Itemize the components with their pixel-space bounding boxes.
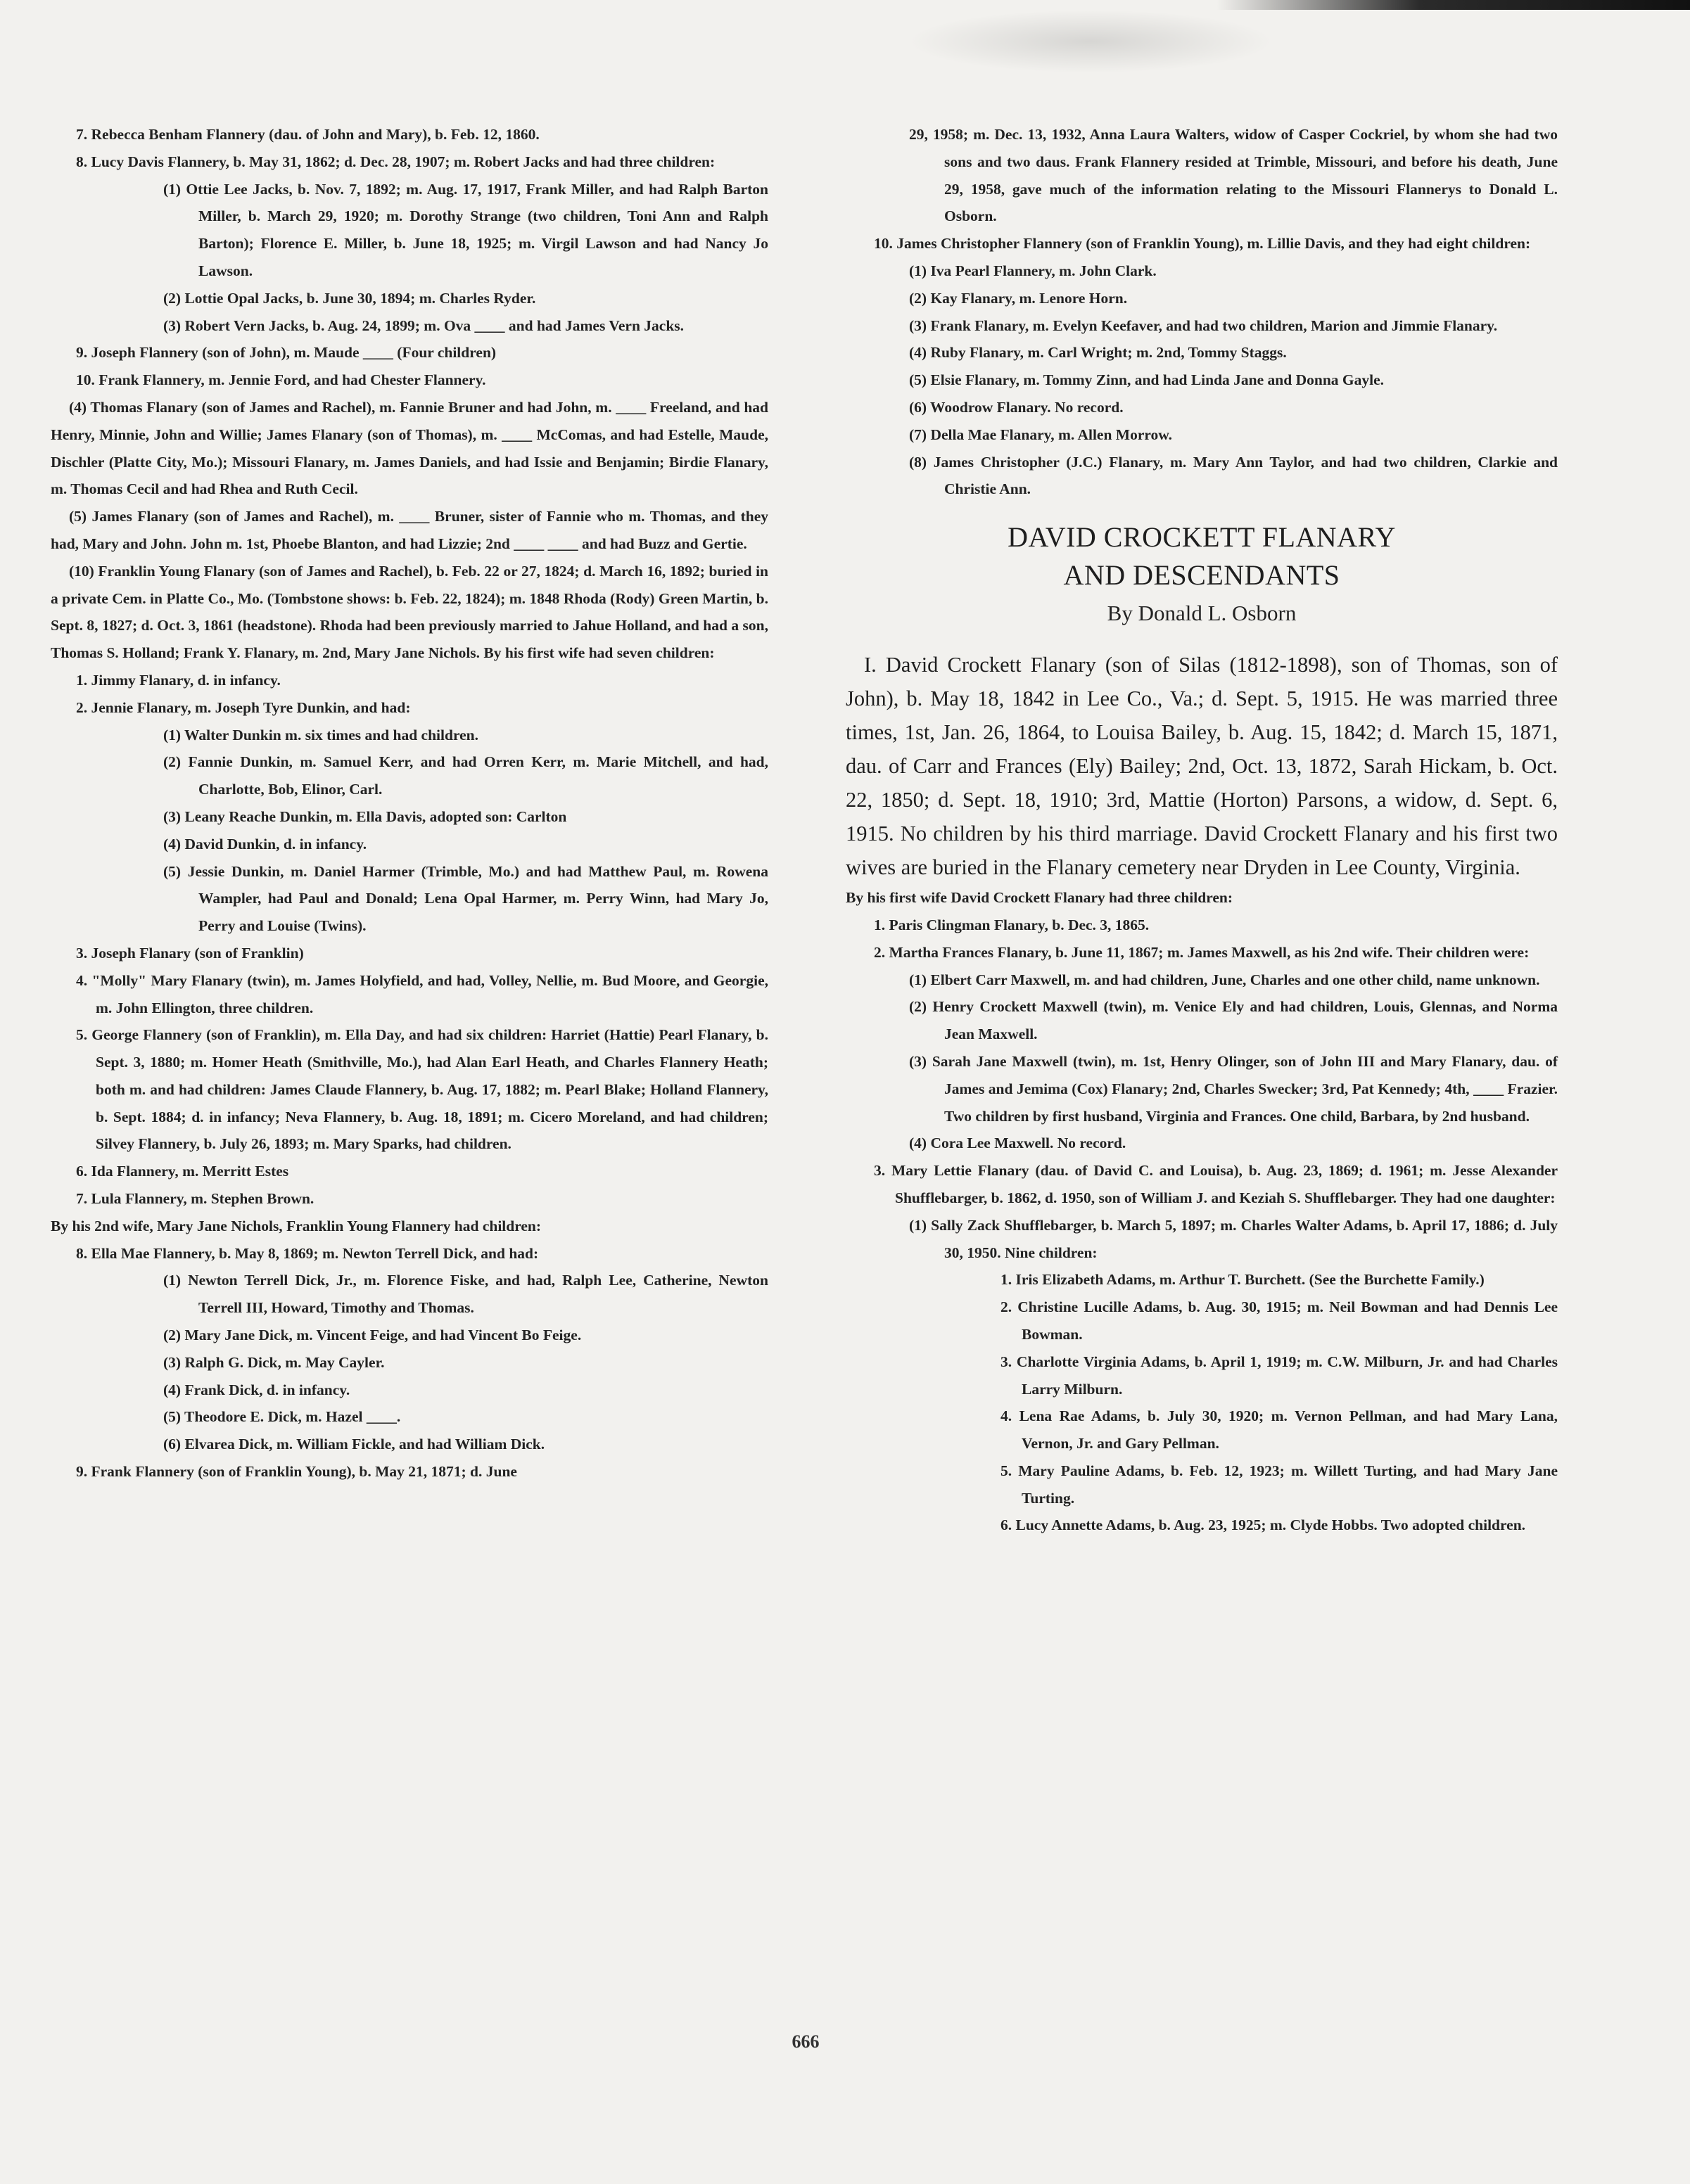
entry-line: 8. Lucy Davis Flannery, b. May 31, 1862; d. Dec. 28, 1907; m. Robert Jacks and had three children: bbox=[76, 153, 716, 170]
entry-line: 6. Lucy Annette Adams, b. Aug. 23, 1925; m. Clyde Hobbs. Two adopted children. bbox=[1000, 1516, 1526, 1534]
entry-line: 4. "Molly" Mary Flanary (twin), m. James Holyfield, and had, Volley, Nellie, m. Bud Moore, and Georgie, m. John Ellington, three children. bbox=[76, 971, 768, 1016]
entry-line: (3) Leany Reache Dunkin, m. Ella Davis, adopted son: Carlton bbox=[163, 807, 567, 825]
entry-line: 7. Lula Flannery, m. Stephen Brown. bbox=[76, 1190, 315, 1208]
entry-line: (10) Franklin Young Flanary (son of James and Rachel), b. Feb. 22 or 27, 1824; d. March 16, 1892; buried in a private Cem. in Platte Co., Mo. (Tombstone shows: b. Feb. 22, 1824); m. 1848 Rhoda (Rody) Green Martin, b. Sept. 8, 1827; d. Oct. 3, 1861 (headstone). Rhoda had been previously married to Jahue Holland, and had a son, Thomas S. Holland; Frank Y. Flanary, m. 2nd, Mary Jane Nichols. By his first wife had seven children: bbox=[51, 562, 768, 662]
entry-line: (7) Della Mae Flanary, m. Allen Morrow. bbox=[909, 426, 1172, 443]
entry-line: (1) Newton Terrell Dick, Jr., m. Florence Fiske, and had, Ralph Lee, Catherine, Newton Terrell III, Howard, Timothy and Thomas. bbox=[163, 1272, 768, 1317]
entry-line: (3) Ralph G. Dick, m. May Cayler. bbox=[163, 1353, 385, 1371]
entry-line: 3. Charlotte Virginia Adams, b. April 1, 1919; m. C.W. Milburn, Jr. and had Charles Larry Milburn. bbox=[1000, 1353, 1558, 1398]
entry-line: 9. Joseph Flannery (son of John), m. Maude ____ (Four children) bbox=[76, 344, 497, 362]
entry-line: (4) David Dunkin, d. in infancy. bbox=[163, 835, 367, 852]
page-number: 666 bbox=[792, 2031, 820, 2052]
byline: By Donald L. Osborn bbox=[1107, 601, 1297, 626]
entry-line: (1) Elbert Carr Maxwell, m. and had children, June, Charles and one other child, name unknown. bbox=[909, 971, 1540, 988]
entry-line: 2. Martha Frances Flanary, b. June 11, 1867; m. James Maxwell, as his 2nd wife. Their children were: bbox=[874, 943, 1530, 961]
entry-line: 2. Jennie Flanary, m. Joseph Tyre Dunkin, and had: bbox=[76, 698, 411, 716]
entry-line: 10. Frank Flannery, m. Jennie Ford, and had Chester Flannery. bbox=[76, 371, 486, 389]
entry-line: (3) Sarah Jane Maxwell (twin), m. 1st, Henry Olinger, son of John III and Mary Flanary, dau. of James and Jemima (Cox) Flanary; 2nd, Charles Swecker; 3rd, Pat Kennedy; 4th, ____ Frazier. Two children by first husband, Virginia and Frances. One child, Barbara, by 2nd husband. bbox=[909, 1052, 1558, 1125]
entry-line: By his first wife David Crockett Flanary had three children: bbox=[846, 889, 1233, 907]
entry-line: (8) James Christopher (J.C.) Flanary, m. Mary Ann Taylor, and had two children, Clarkie and Christie Ann. bbox=[909, 453, 1558, 498]
left-column bbox=[51, 121, 768, 1486]
entry-line: 5. Mary Pauline Adams, b. Feb. 12, 1923; m. Willett Turting, and had Mary Jane Turting. bbox=[1000, 1462, 1558, 1507]
entry-line: (4) Thomas Flanary (son of James and Rachel), m. Fannie Bruner and had John, m. ____ Freeland, and had Henry, Minnie, John and Willie; James Flanary (son of Thomas), m. ____ McComas, and had Estelle, Maude, Dischler (Platte City, Mo.); Missouri Flanary, m. James Daniels, and had Issie and Benjamin; Birdie Flanary, m. Thomas Cecil and had Rhea and Ruth Cecil. bbox=[51, 398, 768, 498]
entry-line: (2) Kay Flanary, m. Lenore Horn. bbox=[909, 289, 1128, 307]
descendants-list bbox=[846, 884, 1558, 1539]
entry-line: (4) Frank Dick, d. in infancy. bbox=[163, 1381, 350, 1398]
entry-line: 29, 1958; m. Dec. 13, 1932, Anna Laura Walters, widow of Casper Cockriel, by whom she had two sons and two daus. Frank Flannery resided at Trimble, Missouri, and before his death, June 29, 1958, gave much of the information relating to the Missouri Flannerys to Donald L. Osborn. bbox=[909, 126, 1558, 225]
entry-line: 10. James Christopher Flannery (son of Franklin Young), m. Lillie Davis, and they had eight children: bbox=[874, 235, 1531, 253]
intro-paragraph: I. David Crockett Flanary (son of Silas (1812-1898), son of Thomas, son of John), b. May 18, 1842 in Lee Co., Va.; d. Sept. 5, 1915. He was married three times, 1st, Jan. 26, 1864, to Louisa Bailey, b. Aug. 15, 1842; d. March 15, 1871, dau. of Carr and Frances (Ely) Bailey; 2nd, Oct. 13, 1872, Sarah Hickam, b. Oct. 22, 1850; d. Sept. 18, 1910; 3rd, Mattie (Horton) Parsons, a widow, d. Sept. 6, 1915. No children by his third marriage. David Crockett Flanary and his first two wives are buried in the Flanary cemetery near Dryden in Lee County, Virginia. bbox=[846, 653, 1558, 880]
entry-line: (4) Cora Lee Maxwell. No record. bbox=[909, 1135, 1126, 1152]
entry-line: (5) James Flanary (son of James and Rachel), m. ____ Bruner, sister of Fannie who m. Thomas, and they had, Mary and John. John m. 1st, Phoebe Blanton, and had Lizzie; 2nd ____ ____ and had Buzz and Gertie. bbox=[51, 508, 768, 552]
right-column bbox=[846, 121, 1558, 1539]
entry-line: 3. Joseph Flanary (son of Franklin) bbox=[76, 944, 304, 962]
entry-line: 1. Iris Elizabeth Adams, m. Arthur T. Burchett. (See the Burchette Family.) bbox=[1000, 1271, 1485, 1289]
entry-line: (2) Fannie Dunkin, m. Samuel Kerr, and had Orren Kerr, m. Marie Mitchell, and had, Charlotte, Bob, Elinor, Carl. bbox=[163, 753, 768, 798]
entry-line: (5) Jessie Dunkin, m. Daniel Harmer (Trimble, Mo.) and had Matthew Paul, m. Rowena Wampler, had Paul and Donald; Lena Opal Harmer, m. Perry Winn, had Mary Jo, Perry and Louise (Twins). bbox=[163, 862, 768, 935]
entry-line: 5. George Flannery (son of Franklin), m. Ella Day, and had six children: Harriet (Hattie) Pearl Flanary, b. Sept. 3, 1880; m. Homer Heath (Smithville, Mo.), had Alan Earl Heath, and Charles Flannery Heath; both m. and had children: James Claude Flannery, b. Aug. 17, 1882; m. Pearl Blake; Holland Flannery, b. Sept. 1884; d. in infancy; Neva Flannery, b. Aug. 18, 1891; m. Cicero Moreland, and had children; Silvey Flannery, b. July 26, 1893; m. Mary Sparks, had children. bbox=[76, 1026, 768, 1153]
entry-line: By his 2nd wife, Mary Jane Nichols, Franklin Young Flannery had children: bbox=[51, 1217, 542, 1234]
entry-line: (1) Walter Dunkin m. six times and had children. bbox=[163, 726, 478, 743]
entry-line: 9. Frank Flannery (son of Franklin Young), b. May 21, 1871; d. June bbox=[76, 1463, 517, 1481]
entry-line: 4. Lena Rae Adams, b. July 30, 1920; m. Vernon Pellman, and had Mary Lana, Vernon, Jr. and Gary Pellman. bbox=[1000, 1407, 1558, 1452]
section-heading bbox=[846, 518, 1558, 594]
entry-line: 2. Christine Lucille Adams, b. Aug. 30, 1915; m. Neil Bowman and had Dennis Lee Bowman. bbox=[1000, 1298, 1558, 1343]
entry-line: 1. Paris Clingman Flanary, b. Dec. 3, 1865. bbox=[874, 916, 1150, 933]
entry-line: (5) Elsie Flanary, m. Tommy Zinn, and had Linda Jane and Donna Gayle. bbox=[909, 371, 1385, 389]
entry-line: 7. Rebecca Benham Flannery (dau. of John and Mary), b. Feb. 12, 1860. bbox=[76, 126, 540, 143]
heading-line-2: AND DESCENDANTS bbox=[1063, 559, 1340, 592]
entry-line: (5) Theodore E. Dick, m. Hazel ____. bbox=[163, 1408, 401, 1426]
entry-line: 1. Jimmy Flanary, d. in infancy. bbox=[76, 671, 281, 689]
entry-line: (2) Henry Crockett Maxwell (twin), m. Venice Ely and had children, Louis, Glennas, and Norma Jean Maxwell. bbox=[909, 998, 1558, 1043]
entry-line: 8. Ella Mae Flannery, b. May 8, 1869; m. Newton Terrell Dick, and had: bbox=[76, 1244, 539, 1262]
entry-line: (1) Iva Pearl Flannery, m. John Clark. bbox=[909, 262, 1157, 279]
entry-line: (2) Mary Jane Dick, m. Vincent Feige, and had Vincent Bo Feige. bbox=[163, 1327, 582, 1344]
entry-line: (3) Robert Vern Jacks, b. Aug. 24, 1899; m. Ova ____ and had James Vern Jacks. bbox=[163, 317, 685, 334]
entry-line: 6. Ida Flannery, m. Merritt Estes bbox=[76, 1163, 289, 1180]
entry-line: (1) Ottie Lee Jacks, b. Nov. 7, 1892; m. Aug. 17, 1917, Frank Miller, and had Ralph Barton Miller, b. March 29, 1920; m. Dorothy Strange (two children, Toni Ann and Ralph Barton); Florence E. Miller, b. June 18, 1925; m. Virgil Lawson and had Nancy Jo Lawson. bbox=[163, 180, 768, 279]
entry-line: (6) Woodrow Flanary. No record. bbox=[909, 398, 1124, 416]
heading-line-1: DAVID CROCKETT FLANARY bbox=[1008, 521, 1396, 554]
entry-line: 3. Mary Lettie Flanary (dau. of David C. and Louisa), b. Aug. 23, 1869; d. 1961; m. Jesse Alexander Shufflebarger, b. 1862, d. 1950, son of William J. and Keziah S. Shufflebarger. They had one daughter: bbox=[874, 1162, 1558, 1206]
entry-line: (2) Lottie Opal Jacks, b. June 30, 1894; m. Charles Ryder. bbox=[163, 289, 536, 307]
right-column-entries bbox=[846, 121, 1558, 503]
entry-line: (4) Ruby Flanary, m. Carl Wright; m. 2nd, Tommy Staggs. bbox=[909, 344, 1287, 362]
entry-line: (3) Frank Flanary, m. Evelyn Keefaver, and had two children, Marion and Jimmie Flanary. bbox=[909, 317, 1498, 334]
entry-line: (6) Elvarea Dick, m. William Fickle, and had William Dick. bbox=[163, 1436, 545, 1453]
entry-line: (1) Sally Zack Shufflebarger, b. March 5, 1897; m. Charles Walter Adams, b. April 17, 1886; d. July 30, 1950. Nine children: bbox=[909, 1216, 1558, 1261]
